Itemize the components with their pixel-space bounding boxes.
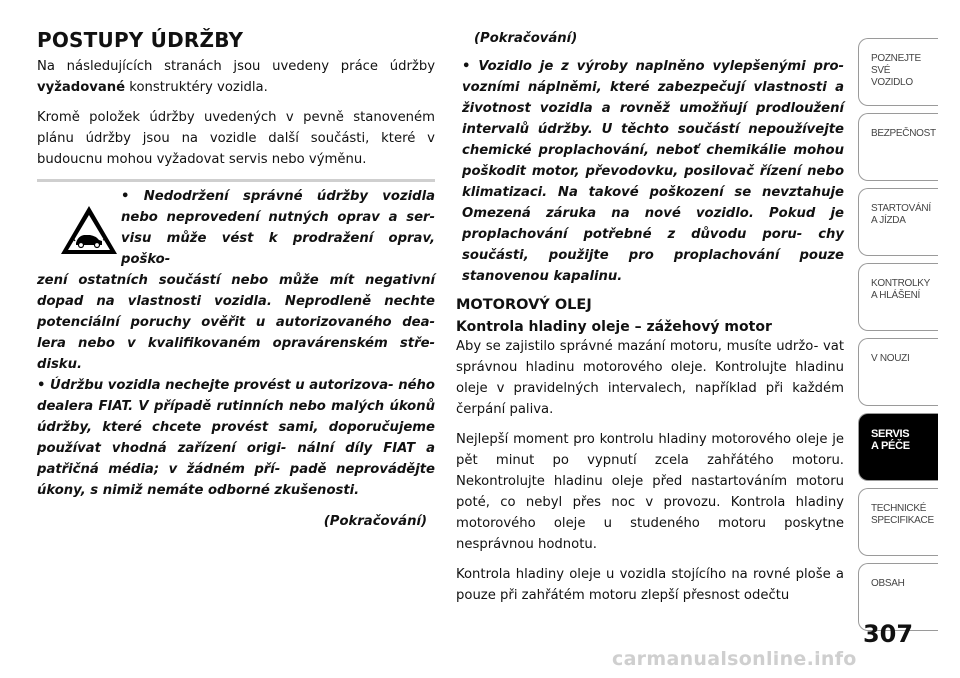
page-title: POSTUPY ÚDRŽBY — [37, 28, 244, 52]
oil-paragraph-2: Nejlepší moment pro kontrolu hladiny motorového oleje je pět minut po vypnutí zcela zahřátého motoru. Nekontrolujte hladinu oleje před nastartováním motoru poté, co nebyl přes noc v provozu. Kontrola hladiny motorového oleje u studeného motoru poskytne nesprávnou hodnotu. — [456, 432, 844, 552]
tab-label-line2: A HLÁŠENÍ — [871, 290, 920, 301]
subsection-title: Kontrola hladiny oleje – zážehový motor — [456, 319, 772, 335]
tab-label-line1: SERVIS — [871, 428, 910, 440]
warning-item-1-end: zení ostatních součástí nebo může mít negativní dopad na vlastnosti vozidla. Neprodleně nechte potenciální poruchy ověřit u autorizovaného dea- lera nebo v kvalifikovaném opravárenském stře- disku. — [37, 273, 435, 372]
page-number: 307 — [862, 620, 914, 648]
warning-box — [37, 179, 435, 532]
tab-poznejte-sve-vozidlo[interactable] — [858, 38, 938, 106]
tab-servis-a-pece[interactable] — [858, 413, 938, 481]
oil-check-body — [456, 336, 844, 606]
tab-label-line1: KONTROLKY — [871, 278, 930, 289]
section-title: MOTOROVÝ OLEJ — [456, 297, 592, 313]
tab-label-line2: SPECIFIKACE — [871, 515, 934, 526]
continued-label: (Pokračování) — [323, 514, 427, 529]
tab-label-line2: A JÍZDA — [871, 215, 906, 226]
warning-triangle-car-icon — [59, 204, 119, 256]
tab-label-line1: STARTOVÁNÍ — [871, 203, 931, 214]
chapter-tabs — [858, 38, 938, 638]
warning-item-2: • Údržbu vozidla nechejte provést u autorizova- ného dealera FIAT. V případě rutinních nebo malých úkonů údržby, které chcete provést sami, doporučujeme používat vhodná zařízení origi- nální díly FIAT a patřičná média; v žádném pří- padě neprovádějte úkony, s nimiž nemáte odborné zkušenosti. — [37, 378, 435, 498]
tab-label-line2: A PÉČE — [871, 440, 910, 452]
right-column — [456, 28, 844, 615]
intro-text-a: Na následujících stranách jsou uvedeny práce údržby — [37, 59, 435, 74]
tab-label-line1: V NOUZI — [871, 353, 910, 364]
tab-label-line1: POZNEJTE — [871, 53, 921, 64]
tab-technicke-specifikace[interactable] — [858, 488, 938, 556]
intro-text-c: konstruktéry vozidla. — [125, 80, 268, 95]
tab-label-line1: BEZPEČNOST — [871, 128, 936, 139]
tab-bezpecnost[interactable] — [858, 113, 938, 181]
tab-label-line1: TECHNICKÉ — [871, 503, 927, 514]
oil-paragraph-1: Aby se zajistilo správné mazání motoru, musíte udržo- vat správnou hladinu motorového oleje. Kontrolujte hladinu oleje v pravidelných intervalech, například při každém čerpání paliva. — [456, 339, 844, 417]
watermark-text: carmanualsonline.info — [612, 648, 857, 670]
left-column — [37, 28, 435, 532]
extra-parts-paragraph: Kromě položek údržby uvedených v pevně stanoveném plánu údržby jsou na vozidle další součásti, které v budoucnu mohou vyžadovat servis nebo výměnu. — [37, 110, 435, 167]
tab-startovani-a-jizda[interactable] — [858, 188, 938, 256]
tab-label-line2: SVÉ VOZIDLO — [871, 65, 913, 88]
intro-text-bold: vyžadované — [37, 80, 126, 95]
continued-header: (Pokračování) — [474, 31, 578, 46]
tab-v-nouzi[interactable] — [858, 338, 938, 406]
intro-paragraph — [37, 56, 435, 98]
tab-kontrolky-a-hlaseni[interactable] — [858, 263, 938, 331]
warning-continuation-text: • Vozidlo je z výroby naplněno vylepšenými pro- vozními náplněmi, které zabezpečují vlastnosti a životnost vozidla a rovněž umožňují prodloužení intervalů údržby. U těchto součástí nepoužívejte chemické proplachování, neboť chemikálie mohou poškodit motor, převodovku, posilovač řízení nebo klimatizaci. Na takové poškození se nevztahuje Omezená záruka na nové vozidlo. Pokud je proplachování potřebné z důvodu poru- chy součásti, použijte pro proplachování pouze stanovenou kapalinu. — [462, 59, 844, 284]
warning-item-1-start: • Nedodržení správné údržby vozidla nebo neprovedení nutných oprav a ser- visu může vést k prodražení oprav, poško- — [121, 189, 435, 267]
tab-label-line1: OBSAH — [871, 578, 905, 589]
oil-paragraph-3: Kontrola hladiny oleje u vozidla stojícího na rovné ploše a pouze při zahřátém motoru zlepší přesnost odečtu — [456, 567, 844, 603]
